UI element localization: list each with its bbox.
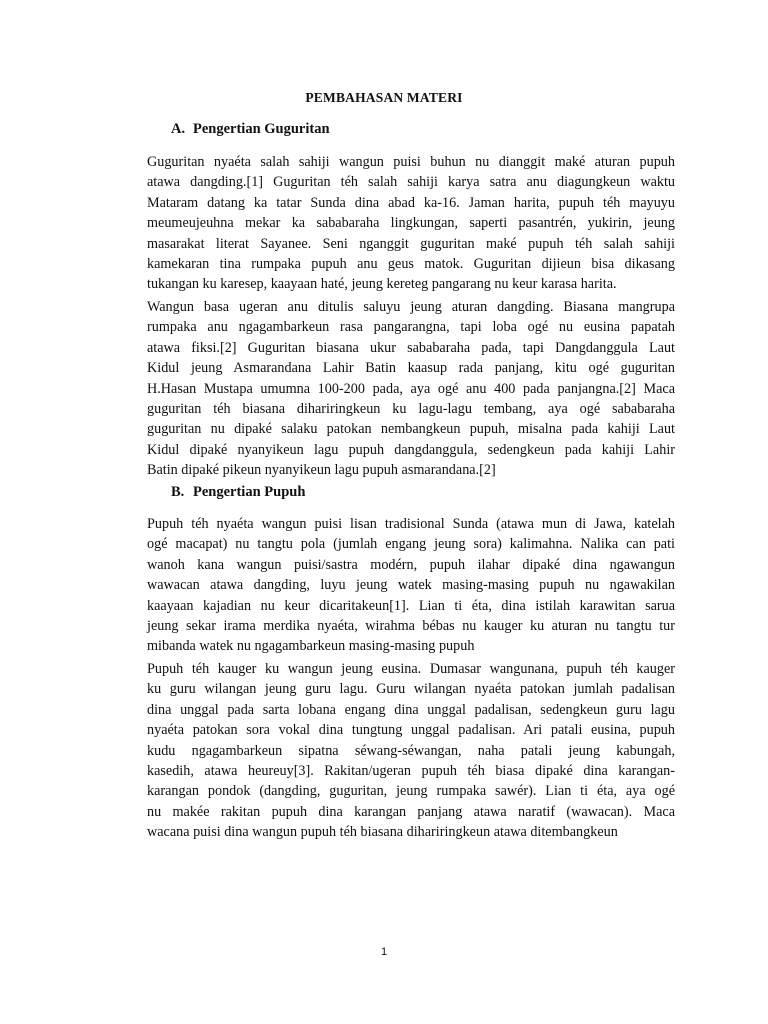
paragraph	[147, 297, 675, 481]
paragraph-line: karangan pondok (dangding, guguritan, jeung rumpaka sawér). Lian ti éta, aya ogé	[147, 783, 675, 800]
paragraph-line: nu makée rakitan pupuh dina karangan panjang atawa naratif (wawacan). Maca	[147, 803, 675, 820]
paragraph-line: masarakat literat Sayanee. Seni nganggit guguritan maké pupuh téh salah sahiji	[147, 235, 675, 252]
section-b-title: Pengertian Pupuh	[193, 484, 306, 500]
paragraph-line: kudu ngagambarkeun sipatna séwang-séwangan, naha patali jeung kabungah,	[147, 742, 675, 759]
paragraph-line: atawa dangding.[1] Guguritan téh salah sahiji karya satra anu diagungkeun waktu	[147, 174, 675, 191]
paragraph-line: ogé macapat) nu tangtu pola (jumlah engang jeung sora) kalimahna. Nalika can pati	[147, 536, 675, 553]
paragraph-line: Pupuh téh nyaéta wangun puisi lisan tradisional Sunda (atawa mun di Jawa, katelah	[147, 516, 675, 532]
paragraph-line: meumeujeuhna mekar ka sababaraha lingkungan, saperti pasantrén, yukirin, jeung	[147, 215, 675, 232]
section-b-heading	[171, 484, 305, 501]
paragraph-line: Kidul jeung Asmarandana Lahir Batin kaasup rada panjang, kitu ogé guguritan	[147, 360, 675, 377]
paragraph-line: wawacan atawa dangding, luyu jeung watek masing-masing pupuh nu ngawakilan	[147, 577, 675, 594]
paragraph	[147, 152, 675, 295]
paragraph	[147, 659, 675, 843]
section-a-title: Pengertian Guguritan	[193, 121, 330, 137]
paragraph-line: ku guru wilangan jeung guru lagu. Guru wilangan nyaéta patokan jumlah padalisan	[147, 681, 675, 698]
paragraph-line: guguritan téh biasana dihariringkeun ku lagu-lagu tembang, aya ogé sababaraha	[147, 401, 675, 418]
paragraph-line: dina unggal pada sarta lobana engang dina unggal padalisan, sedengkeun guru lagu	[147, 701, 675, 718]
paragraph-line: Batin dipaké pikeun nyanyikeun lagu pupuh asmarandana.[2]	[147, 462, 496, 479]
paragraph-line: Mataram datang ka tatar Sunda dina abad ka-16. Jaman harita, pupuh téh mayuyu	[147, 194, 675, 211]
page-number: 1	[380, 946, 388, 958]
paragraph-line: Pupuh téh kauger ku wangun jeung eusina. Dumasar wangunana, pupuh téh kauger	[147, 661, 675, 677]
paragraph-line: kaayaan kajadian nu keur dicaritakeun[1]. Lian ti éta, dina istilah karawitan sarua	[147, 597, 675, 614]
paragraph-line: wanoh kana wangun puisi/sastra modérn, pupuh ilahar dipaké dina ngawangun	[147, 556, 675, 573]
section-a-heading	[171, 121, 330, 138]
paragraph-line: Kidul dipaké nyanyikeun lagu pupuh dangdanggula, sedengkeun pada kahiji Lahir	[147, 441, 675, 458]
paragraph-line: kamekaran tina rumpaka pupuh anu geus matok. Guguritan dijieun bisa dikasang	[147, 256, 675, 273]
paragraph-line: jeung sekar irama merdika nyaéta, wirahma bébas nu kauger ku aturan nu tangtu tur	[147, 618, 675, 635]
paragraph-line: wacana puisi dina wangun pupuh téh biasana dihariringkeun atawa ditembangkeun	[147, 824, 618, 841]
paragraph-line: guguritan nu dipaké salaku patokan nembangkeun pupuh, misalna pada kahiji Laut	[147, 421, 675, 438]
paragraph-line: mibanda watek nu ngagambarkeun masing-masing pupuh	[147, 638, 475, 655]
page-title: PEMBAHASAN MATERI	[305, 90, 463, 105]
section-b-letter: B.	[171, 484, 185, 500]
section-a-letter: A.	[171, 121, 186, 137]
paragraph-line: rumpaka anu ngagambarkeun rasa pangarangna, tapi loba ogé nu eusina papatah	[147, 319, 675, 336]
paragraph-line: Guguritan nyaéta salah sahiji wangun puisi buhun nu dianggit maké aturan pupuh	[147, 154, 675, 170]
paragraph-line: atawa fiksi.[2] Guguritan biasana ukur sababaraha pada, tapi Dangdanggula Laut	[147, 339, 675, 356]
paragraph-line: kasedih, atawa heureuy[3]. Rakitan/ugeran pupuh téh biasa dipaké dina karangan-	[147, 763, 675, 780]
paragraph-line: tukangan ku karesep, kaayaan haté, jeung kereteg pangarang nu keur karasa harita.	[147, 276, 617, 293]
paragraph-line: nyaéta patokan sora vokal dina tungtung unggal padalisan. Ari patali eusina, pupuh	[147, 722, 675, 739]
paragraph-line: Wangun basa ugeran anu ditulis saluyu jeung aturan dangding. Biasana mangrupa	[147, 299, 675, 315]
paragraph-line: H.Hasan Mustapa umumna 100-200 pada, aya ogé anu 400 pada panjangna.[2] Maca	[147, 380, 675, 397]
paragraph	[147, 514, 675, 657]
